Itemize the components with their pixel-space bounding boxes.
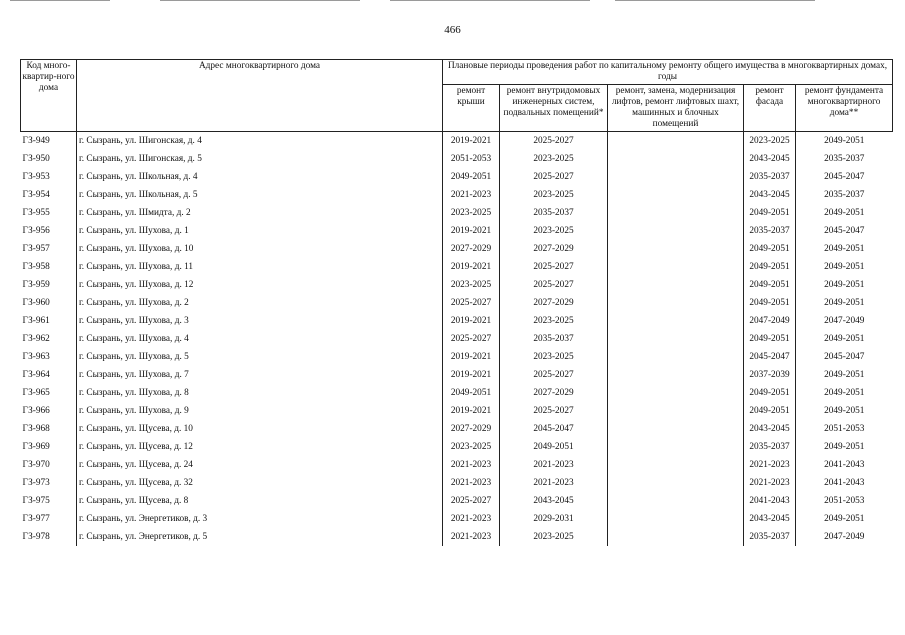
cell-facade: 2035-2037: [744, 438, 796, 456]
cell-facade: 2049-2051: [744, 384, 796, 402]
cell-engineering: 2023-2025: [500, 186, 608, 204]
cell-engineering: 2023-2025: [500, 150, 608, 168]
cell-roof: 2019-2021: [443, 132, 500, 151]
cell-facade: 2049-2051: [744, 258, 796, 276]
cell-code: ГЗ-957: [22, 243, 50, 254]
cell-foundation: 2051-2053: [796, 420, 893, 438]
header-code: Код много-квартир-ного дома: [21, 60, 77, 132]
cell-roof: 2019-2021: [443, 312, 500, 330]
cell-roof: 2051-2053: [443, 150, 500, 168]
table-row: [21, 204, 893, 222]
page-number: 466: [444, 24, 461, 36]
cell-address: г. Сызрань, ул. Шухова, д. 8: [77, 384, 443, 402]
cell-elevators: [608, 150, 744, 168]
table-row: [21, 294, 893, 312]
cell-address: г. Сызрань, ул. Шигонская, д. 4: [77, 132, 443, 151]
cell-engineering: 2043-2045: [500, 492, 608, 510]
cell-address: г. Сызрань, ул. Шигонская, д. 5: [77, 150, 443, 168]
table-row: [21, 258, 893, 276]
table-row: [21, 186, 893, 204]
cell-engineering: 2027-2029: [500, 294, 608, 312]
cell-foundation: 2049-2051: [796, 330, 893, 348]
cell-roof: 2021-2023: [443, 474, 500, 492]
cell-elevators: [608, 186, 744, 204]
cell-foundation: 2049-2051: [796, 258, 893, 276]
header-engineering: ремонт внутридомовых инженерных систем, подвальных помещений*: [500, 85, 608, 132]
cell-facade: 2043-2045: [744, 186, 796, 204]
cell-engineering: 2021-2023: [500, 456, 608, 474]
cell-foundation: 2045-2047: [796, 168, 893, 186]
table-row: [21, 150, 893, 168]
cell-facade: 2035-2037: [744, 222, 796, 240]
cell-elevators: [608, 438, 744, 456]
cell-address: г. Сызрань, ул. Щусева, д. 10: [77, 420, 443, 438]
cell-foundation: 2049-2051: [796, 438, 893, 456]
cell-elevators: [608, 276, 744, 294]
cell-foundation: 2049-2051: [796, 402, 893, 420]
cell-code: ГЗ-959: [22, 279, 50, 290]
cell-engineering: 2023-2025: [500, 348, 608, 366]
cell-roof: 2027-2029: [443, 420, 500, 438]
table-row: [21, 240, 893, 258]
cell-address: г. Сызрань, ул. Шмидта, д. 2: [77, 204, 443, 222]
cell-address: г. Сызрань, ул. Шухова, д. 4: [77, 330, 443, 348]
cell-facade: 2049-2051: [744, 240, 796, 258]
table-row: [21, 528, 893, 546]
cell-engineering: 2029-2031: [500, 510, 608, 528]
table-row: [21, 456, 893, 474]
cell-code: ГЗ-953: [22, 171, 50, 182]
cell-code: ГЗ-973: [22, 477, 50, 488]
cell-engineering: 2027-2029: [500, 240, 608, 258]
cell-foundation: 2045-2047: [796, 222, 893, 240]
cell-elevators: [608, 312, 744, 330]
cell-elevators: [608, 294, 744, 312]
cell-code: ГЗ-969: [22, 441, 50, 452]
cell-engineering: 2025-2027: [500, 276, 608, 294]
cell-engineering: 2035-2037: [500, 330, 608, 348]
cell-code: ГЗ-966: [22, 405, 50, 416]
cell-address: г. Сызрань, ул. Щусева, д. 32: [77, 474, 443, 492]
cell-roof: 2019-2021: [443, 348, 500, 366]
table-row: [21, 132, 893, 151]
cell-address: г. Сызрань, ул. Шухова, д. 3: [77, 312, 443, 330]
cell-facade: 2021-2023: [744, 474, 796, 492]
cell-roof: 2019-2021: [443, 258, 500, 276]
cell-address: г. Сызрань, ул. Шухова, д. 1: [77, 222, 443, 240]
cell-engineering: 2025-2027: [500, 402, 608, 420]
cell-code: ГЗ-961: [22, 315, 50, 326]
cell-roof: 2021-2023: [443, 510, 500, 528]
cell-address: г. Сызрань, ул. Шухова, д. 5: [77, 348, 443, 366]
cell-engineering: 2025-2027: [500, 168, 608, 186]
table-row: [21, 438, 893, 456]
table-row: [21, 222, 893, 240]
cell-facade: 2023-2025: [744, 132, 796, 151]
cell-address: г. Сызрань, ул. Щусева, д. 12: [77, 438, 443, 456]
table-row: [21, 312, 893, 330]
cell-roof: 2023-2025: [443, 438, 500, 456]
cell-engineering: 2025-2027: [500, 366, 608, 384]
cell-facade: 2047-2049: [744, 312, 796, 330]
cell-foundation: 2035-2037: [796, 186, 893, 204]
cell-facade: 2049-2051: [744, 294, 796, 312]
cell-engineering: 2023-2025: [500, 528, 608, 546]
cell-elevators: [608, 132, 744, 151]
top-edge-line: [160, 0, 360, 1]
cell-elevators: [608, 348, 744, 366]
cell-code: ГЗ-954: [22, 189, 50, 200]
cell-elevators: [608, 204, 744, 222]
cell-code: ГЗ-955: [22, 207, 50, 218]
cell-roof: 2019-2021: [443, 222, 500, 240]
cell-foundation: 2049-2051: [796, 132, 893, 151]
cell-address: г. Сызрань, ул. Шухова, д. 7: [77, 366, 443, 384]
cell-code: ГЗ-978: [22, 531, 50, 542]
cell-address: г. Сызрань, ул. Школьная, д. 5: [77, 186, 443, 204]
cell-elevators: [608, 366, 744, 384]
cell-roof: 2025-2027: [443, 294, 500, 312]
cell-address: г. Сызрань, ул. Энергетиков, д. 5: [77, 528, 443, 546]
table-row: [21, 330, 893, 348]
cell-engineering: 2021-2023: [500, 474, 608, 492]
cell-code: ГЗ-977: [22, 513, 50, 524]
header-periods: Плановые периоды проведения работ по капитальному ремонту общего имущества в многоквартирных домах, годы: [443, 60, 893, 85]
cell-roof: 2021-2023: [443, 528, 500, 546]
cell-code: ГЗ-958: [22, 261, 50, 272]
header-foundation: ремонт фундамента многоквартирного дома**: [796, 85, 893, 132]
cell-facade: 2021-2023: [744, 456, 796, 474]
cell-facade: 2049-2051: [744, 402, 796, 420]
cell-roof: 2021-2023: [443, 186, 500, 204]
cell-roof: 2025-2027: [443, 492, 500, 510]
cell-facade: 2043-2045: [744, 420, 796, 438]
cell-code: ГЗ-949: [21, 132, 77, 151]
cell-roof: 2027-2029: [443, 240, 500, 258]
cell-code: ГЗ-960: [22, 297, 50, 308]
cell-roof: 2049-2051: [443, 168, 500, 186]
table-row: [21, 366, 893, 384]
cell-facade: 2035-2037: [744, 168, 796, 186]
table-row: [21, 168, 893, 186]
cell-engineering: 2045-2047: [500, 420, 608, 438]
cell-foundation: 2049-2051: [796, 294, 893, 312]
table-row: [21, 474, 893, 492]
cell-elevators: [608, 528, 744, 546]
cell-elevators: [608, 402, 744, 420]
cell-address: г. Сызрань, ул. Щусева, д. 24: [77, 456, 443, 474]
header-roof: ремонт крыши: [443, 85, 500, 132]
capital-repair-table: [20, 59, 893, 546]
table-row: [21, 384, 893, 402]
cell-facade: 2049-2051: [744, 330, 796, 348]
table-row: [21, 276, 893, 294]
cell-roof: 2021-2023: [443, 456, 500, 474]
cell-address: г. Сызрань, ул. Шухова, д. 11: [77, 258, 443, 276]
table-row: [21, 348, 893, 366]
cell-engineering: 2023-2025: [500, 312, 608, 330]
cell-roof: 2049-2051: [443, 384, 500, 402]
cell-facade: 2035-2037: [744, 528, 796, 546]
top-edge-line: [615, 0, 815, 1]
cell-address: г. Сызрань, ул. Школьная, д. 4: [77, 168, 443, 186]
header-elevators: ремонт, замена, модернизация лифтов, ремонт лифтовых шахт, машинных и блочных помещений: [608, 85, 744, 132]
cell-code: ГЗ-965: [22, 387, 50, 398]
cell-engineering: 2023-2025: [500, 222, 608, 240]
cell-address: г. Сызрань, ул. Шухова, д. 12: [77, 276, 443, 294]
cell-engineering: 2027-2029: [500, 384, 608, 402]
cell-address: г. Сызрань, ул. Шухова, д. 10: [77, 240, 443, 258]
cell-foundation: 2049-2051: [796, 510, 893, 528]
cell-elevators: [608, 258, 744, 276]
cell-engineering: 2025-2027: [500, 258, 608, 276]
cell-elevators: [608, 330, 744, 348]
cell-code: ГЗ-964: [22, 369, 50, 380]
cell-foundation: 2045-2047: [796, 348, 893, 366]
cell-address: г. Сызрань, ул. Шухова, д. 9: [77, 402, 443, 420]
cell-elevators: [608, 384, 744, 402]
cell-facade: 2043-2045: [744, 150, 796, 168]
cell-facade: 2049-2051: [744, 276, 796, 294]
cell-engineering: 2025-2027: [500, 132, 608, 151]
cell-engineering: 2035-2037: [500, 204, 608, 222]
cell-facade: 2049-2051: [744, 204, 796, 222]
cell-facade: 2037-2039: [744, 366, 796, 384]
table-body: [21, 132, 893, 547]
cell-foundation: 2041-2043: [796, 474, 893, 492]
cell-address: г. Сызрань, ул. Щусева, д. 8: [77, 492, 443, 510]
cell-address: г. Сызрань, ул. Энергетиков, д. 3: [77, 510, 443, 528]
cell-facade: 2045-2047: [744, 348, 796, 366]
cell-roof: 2025-2027: [443, 330, 500, 348]
cell-foundation: 2041-2043: [796, 456, 893, 474]
cell-foundation: 2049-2051: [796, 204, 893, 222]
cell-foundation: 2049-2051: [796, 384, 893, 402]
cell-roof: 2023-2025: [443, 276, 500, 294]
cell-elevators: [608, 420, 744, 438]
cell-foundation: 2051-2053: [796, 492, 893, 510]
cell-foundation: 2035-2037: [796, 150, 893, 168]
header-facade: ремонт фасада: [744, 85, 796, 132]
cell-code: ГЗ-950: [22, 153, 50, 164]
cell-code: ГЗ-970: [22, 459, 50, 470]
cell-elevators: [608, 510, 744, 528]
cell-foundation: 2049-2051: [796, 276, 893, 294]
top-edge-line: [390, 0, 590, 1]
cell-code: ГЗ-962: [22, 333, 50, 344]
table-row: [21, 510, 893, 528]
cell-elevators: [608, 240, 744, 258]
header-address: Адрес многоквартирного дома: [77, 60, 443, 132]
cell-code: ГЗ-956: [22, 225, 50, 236]
cell-roof: 2019-2021: [443, 402, 500, 420]
cell-roof: 2019-2021: [443, 366, 500, 384]
cell-elevators: [608, 474, 744, 492]
cell-elevators: [608, 456, 744, 474]
cell-roof: 2023-2025: [443, 204, 500, 222]
cell-engineering: 2049-2051: [500, 438, 608, 456]
cell-elevators: [608, 222, 744, 240]
table-row: [21, 402, 893, 420]
table-row: [21, 420, 893, 438]
cell-code: ГЗ-963: [22, 351, 50, 362]
cell-code: ГЗ-975: [22, 495, 50, 506]
cell-foundation: 2049-2051: [796, 240, 893, 258]
cell-facade: 2041-2043: [744, 492, 796, 510]
cell-foundation: 2047-2049: [796, 528, 893, 546]
cell-facade: 2043-2045: [744, 510, 796, 528]
cell-address: г. Сызрань, ул. Шухова, д. 2: [77, 294, 443, 312]
cell-elevators: [608, 492, 744, 510]
top-edge-line: [10, 0, 110, 1]
cell-elevators: [608, 168, 744, 186]
cell-foundation: 2049-2051: [796, 366, 893, 384]
cell-foundation: 2047-2049: [796, 312, 893, 330]
table-row: [21, 492, 893, 510]
cell-code: ГЗ-968: [22, 423, 50, 434]
